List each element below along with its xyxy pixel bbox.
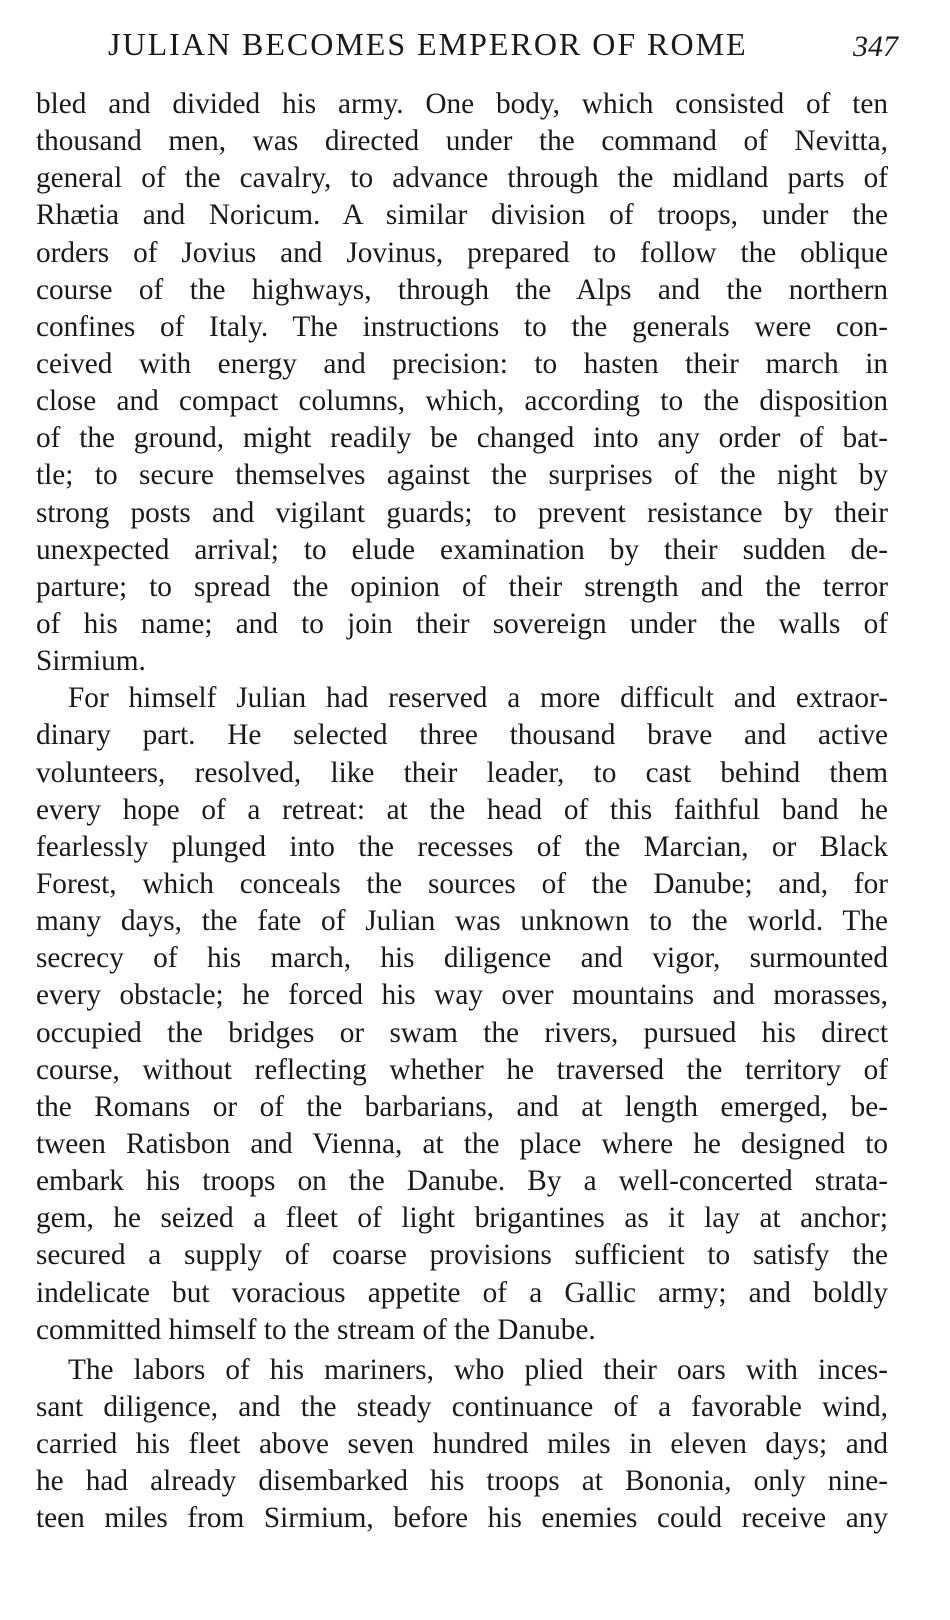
- text-line: of his name; and to join their sovereign under the walls of: [36, 607, 888, 640]
- text-line: every hope of a retreat: at the head of this faithful band he: [36, 793, 888, 826]
- text-line: sant diligence, and the steady continuance of a favorable wind,: [36, 1390, 888, 1423]
- text-line: orders of Jovius and Jovinus, prepared to follow the oblique: [36, 236, 888, 269]
- running-head: [108, 26, 898, 70]
- text-line: bled and divided his army. One body, which consisted of ten: [36, 88, 888, 120]
- text-line: committed himself to the stream of the Danube.: [36, 1313, 596, 1346]
- text-line: course of the highways, through the Alps and the northern: [36, 273, 888, 306]
- text-line: he had already disembarked his troops at Bononia, only nine-: [36, 1465, 888, 1498]
- text-line: volunteers, resolved, like their leader, to cast behind them: [36, 756, 888, 789]
- text-line: general of the cavalry, to advance through the midland parts of: [36, 162, 888, 195]
- text-line: confines of Italy. The instructions to the generals were con-: [36, 310, 888, 343]
- text-line: The labors of his mariners, who plied their oars with inces-: [68, 1353, 888, 1386]
- text-line: course, without reflecting whether he traversed the territory of: [36, 1053, 888, 1086]
- text-line: thousand men, was directed under the command of Nevitta,: [36, 125, 888, 158]
- text-line: Rhætia and Noricum. A similar division of troops, under the: [36, 199, 888, 232]
- running-title: JULIAN BECOMES EMPEROR OF ROME: [108, 26, 748, 62]
- paragraph-2: [36, 680, 888, 1349]
- text-line: indelicate but voracious appetite of a Gallic army; and boldly: [36, 1276, 888, 1309]
- text-line: tle; to secure themselves against the surprises of the night by: [36, 459, 888, 492]
- text-line: For himself Julian had reserved a more difficult and extraor-: [68, 682, 888, 715]
- text-line: embark his troops on the Danube. By a well-concerted strata-: [36, 1165, 888, 1198]
- text-line: parture; to spread the opinion of their strength and the terror: [36, 570, 888, 603]
- text-line: secured a supply of coarse provisions sufficient to satisfy the: [36, 1239, 888, 1272]
- text-line: every obstacle; he forced his way over mountains and morasses,: [36, 979, 888, 1012]
- text-line: Forest, which conceals the sources of the Danube; and, for: [36, 867, 888, 900]
- text-line: occupied the bridges or swam the rivers, pursued his direct: [36, 1016, 888, 1049]
- text-line: secrecy of his march, his diligence and vigor, surmounted: [36, 942, 888, 975]
- text-line: many days, the fate of Julian was unknown to the world. The: [36, 905, 888, 938]
- text-line: of the ground, might readily be changed into any order of bat-: [36, 422, 888, 455]
- text-line: teen miles from Sirmium, before his enemies could receive any: [36, 1502, 888, 1535]
- text-line: strong posts and vigilant guards; to prevent resistance by their: [36, 496, 888, 529]
- paragraph-1: [36, 86, 888, 680]
- text-line: ceived with energy and precision: to hasten their march in: [36, 347, 888, 380]
- text-line: tween Ratisbon and Vienna, at the place where he designed to: [36, 1127, 888, 1160]
- paragraph-3: [36, 1352, 888, 1538]
- body-text: [36, 86, 888, 1537]
- page-number: 347: [853, 30, 898, 63]
- text-line: close and compact columns, which, according to the disposition: [36, 385, 888, 418]
- text-line: the Romans or of the barbarians, and at length emerged, be-: [36, 1090, 888, 1123]
- text-line: gem, he seized a fleet of light brigantines as it lay at anchor;: [36, 1202, 888, 1235]
- text-line: unexpected arrival; to elude examination by their sudden de-: [36, 533, 888, 566]
- text-line: Sirmium.: [36, 645, 146, 678]
- text-line: carried his fleet above seven hundred miles in eleven days; and: [36, 1428, 888, 1461]
- text-line: fearlessly plunged into the recesses of the Marcian, or Black: [36, 830, 888, 863]
- text-line: dinary part. He selected three thousand brave and active: [36, 719, 888, 752]
